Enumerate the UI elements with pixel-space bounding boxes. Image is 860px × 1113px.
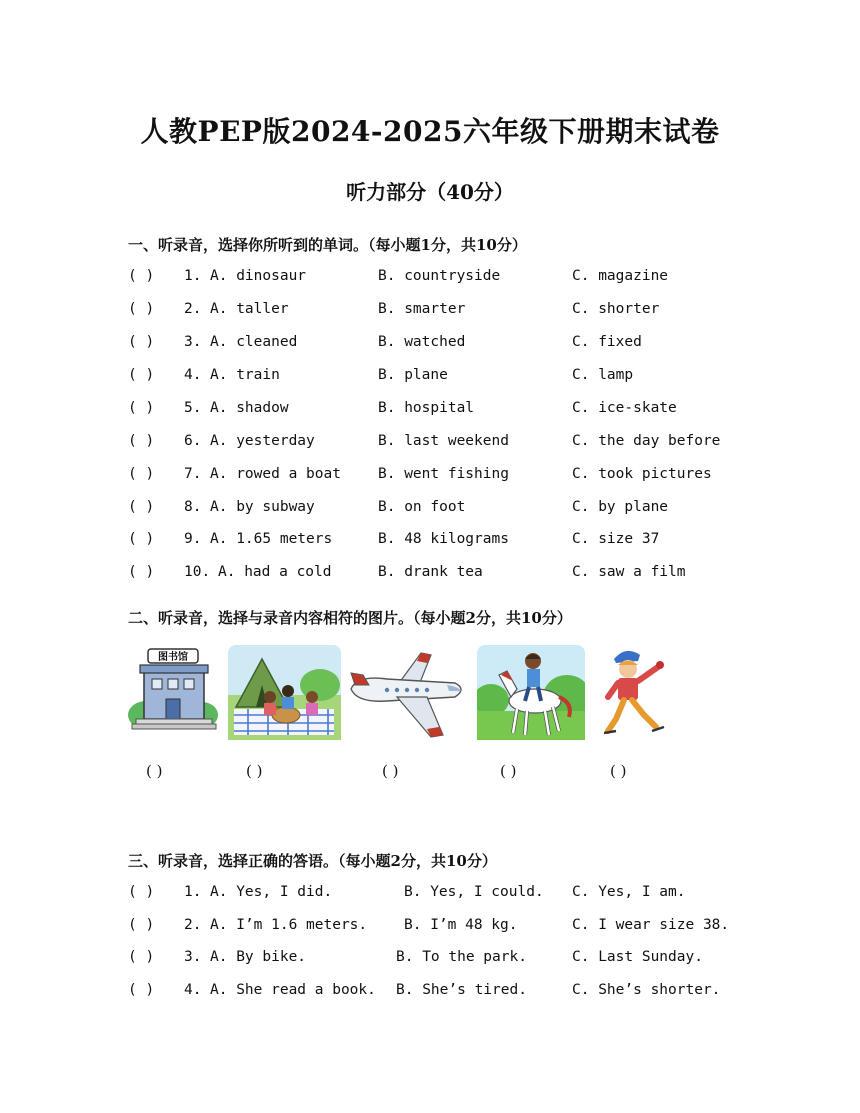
section3-heading: 三、听录音，选择正确的答语。（每小题2分，共10分）	[128, 852, 497, 870]
option-a: A. By bike.	[210, 949, 307, 965]
question-number: 2.	[184, 301, 202, 317]
answer-blank[interactable]: ( )	[128, 400, 155, 416]
question-number: 9.	[184, 531, 202, 547]
question-number: 1.	[184, 884, 202, 900]
section2-heading: 二、听录音，选择与录音内容相符的图片。（每小题2分，共10分）	[128, 609, 572, 627]
option-c: C. fixed	[572, 334, 642, 350]
option-c: C. by plane	[572, 499, 669, 515]
answer-blank[interactable]: ( )	[146, 762, 163, 780]
option-a: A. shadow	[210, 400, 289, 416]
answer-blank[interactable]: ( )	[128, 433, 155, 449]
question-number: 5.	[184, 400, 202, 416]
question-number: 8.	[184, 499, 202, 515]
option-b: B. on foot	[378, 499, 466, 515]
answer-blank[interactable]: ( )	[128, 531, 155, 547]
option-a: A. yesterday	[210, 433, 315, 449]
page-title: 人教PEP版2024-2025六年级下册期末试卷	[140, 115, 720, 148]
question-number: 3.	[184, 949, 202, 965]
option-c: C. Yes, I am.	[572, 884, 686, 900]
option-a: A. taller	[210, 301, 289, 317]
answer-blank[interactable]: ( )	[246, 762, 263, 780]
option-a: A. train	[210, 367, 280, 383]
option-b: B. She’s tired.	[396, 982, 527, 998]
question-number: 4.	[184, 367, 202, 383]
option-b: B. smarter	[378, 301, 466, 317]
option-b: B. went fishing	[378, 466, 509, 482]
option-b: B. Yes, I could.	[404, 884, 544, 900]
option-b: B. drank tea	[378, 564, 483, 580]
question-number: 6.	[184, 433, 202, 449]
question-number: 4.	[184, 982, 202, 998]
option-c: C. shorter	[572, 301, 660, 317]
option-a: A. by subway	[210, 499, 315, 515]
question-number: 1.	[184, 268, 202, 284]
ice-skating-picture	[604, 645, 666, 740]
answer-blank[interactable]: ( )	[128, 949, 155, 965]
answer-blank[interactable]: ( )	[128, 917, 155, 933]
airplane-picture	[347, 645, 467, 740]
option-c: C. the day before	[572, 433, 721, 449]
option-a: A. 1.65 meters	[210, 531, 333, 547]
answer-blank[interactable]: ( )	[128, 367, 155, 383]
answer-blank[interactable]: ( )	[500, 762, 517, 780]
riding-horse-picture	[477, 645, 585, 740]
question-number: 7.	[184, 466, 202, 482]
answer-blank[interactable]: ( )	[382, 762, 399, 780]
question-number: 2.	[184, 917, 202, 933]
option-c: C. saw a film	[572, 564, 686, 580]
section-title-listening: 听力部分（40分）	[346, 180, 514, 204]
option-c: C. took pictures	[572, 466, 712, 482]
answer-blank[interactable]: ( )	[610, 762, 627, 780]
picnic-camping-picture	[228, 645, 341, 740]
option-a: A. had a cold	[218, 564, 332, 580]
answer-blank[interactable]: ( )	[128, 268, 155, 284]
library-sign-text: 图书馆	[158, 652, 188, 663]
option-a: A. rowed a boat	[210, 466, 341, 482]
option-b: B. plane	[378, 367, 448, 383]
answer-blank[interactable]: ( )	[128, 499, 155, 515]
option-c: C. She’s shorter.	[572, 982, 721, 998]
option-c: C. ice-skate	[572, 400, 677, 416]
option-a: A. I’m 1.6 meters.	[210, 917, 368, 933]
question-number: 3.	[184, 334, 202, 350]
answer-blank[interactable]: ( )	[128, 982, 155, 998]
option-b: B. 48 kilograms	[378, 531, 509, 547]
answer-blank[interactable]: ( )	[128, 466, 155, 482]
option-c: C. I wear size 38.	[572, 917, 730, 933]
option-b: B. To the park.	[396, 949, 527, 965]
option-a: A. She read a book.	[210, 982, 376, 998]
answer-blank[interactable]: ( )	[128, 884, 155, 900]
option-a: A. Yes, I did.	[210, 884, 333, 900]
option-b: B. watched	[378, 334, 466, 350]
option-c: C. size 37	[572, 531, 660, 547]
option-b: B. last weekend	[378, 433, 509, 449]
option-a: A. cleaned	[210, 334, 298, 350]
option-c: C. lamp	[572, 367, 634, 383]
option-b: B. countryside	[378, 268, 501, 284]
option-b: B. I’m 48 kg.	[404, 917, 518, 933]
option-c: C. Last Sunday.	[572, 949, 703, 965]
question-number: 10.	[184, 564, 211, 580]
answer-blank[interactable]: ( )	[128, 564, 155, 580]
option-b: B. hospital	[378, 400, 475, 416]
library-picture	[126, 645, 218, 740]
option-c: C. magazine	[572, 268, 669, 284]
option-a: A. dinosaur	[210, 268, 307, 284]
answer-blank[interactable]: ( )	[128, 334, 155, 350]
section1-heading: 一、听录音，选择你所听到的单词。（每小题1分，共10分）	[128, 236, 527, 254]
answer-blank[interactable]: ( )	[128, 301, 155, 317]
